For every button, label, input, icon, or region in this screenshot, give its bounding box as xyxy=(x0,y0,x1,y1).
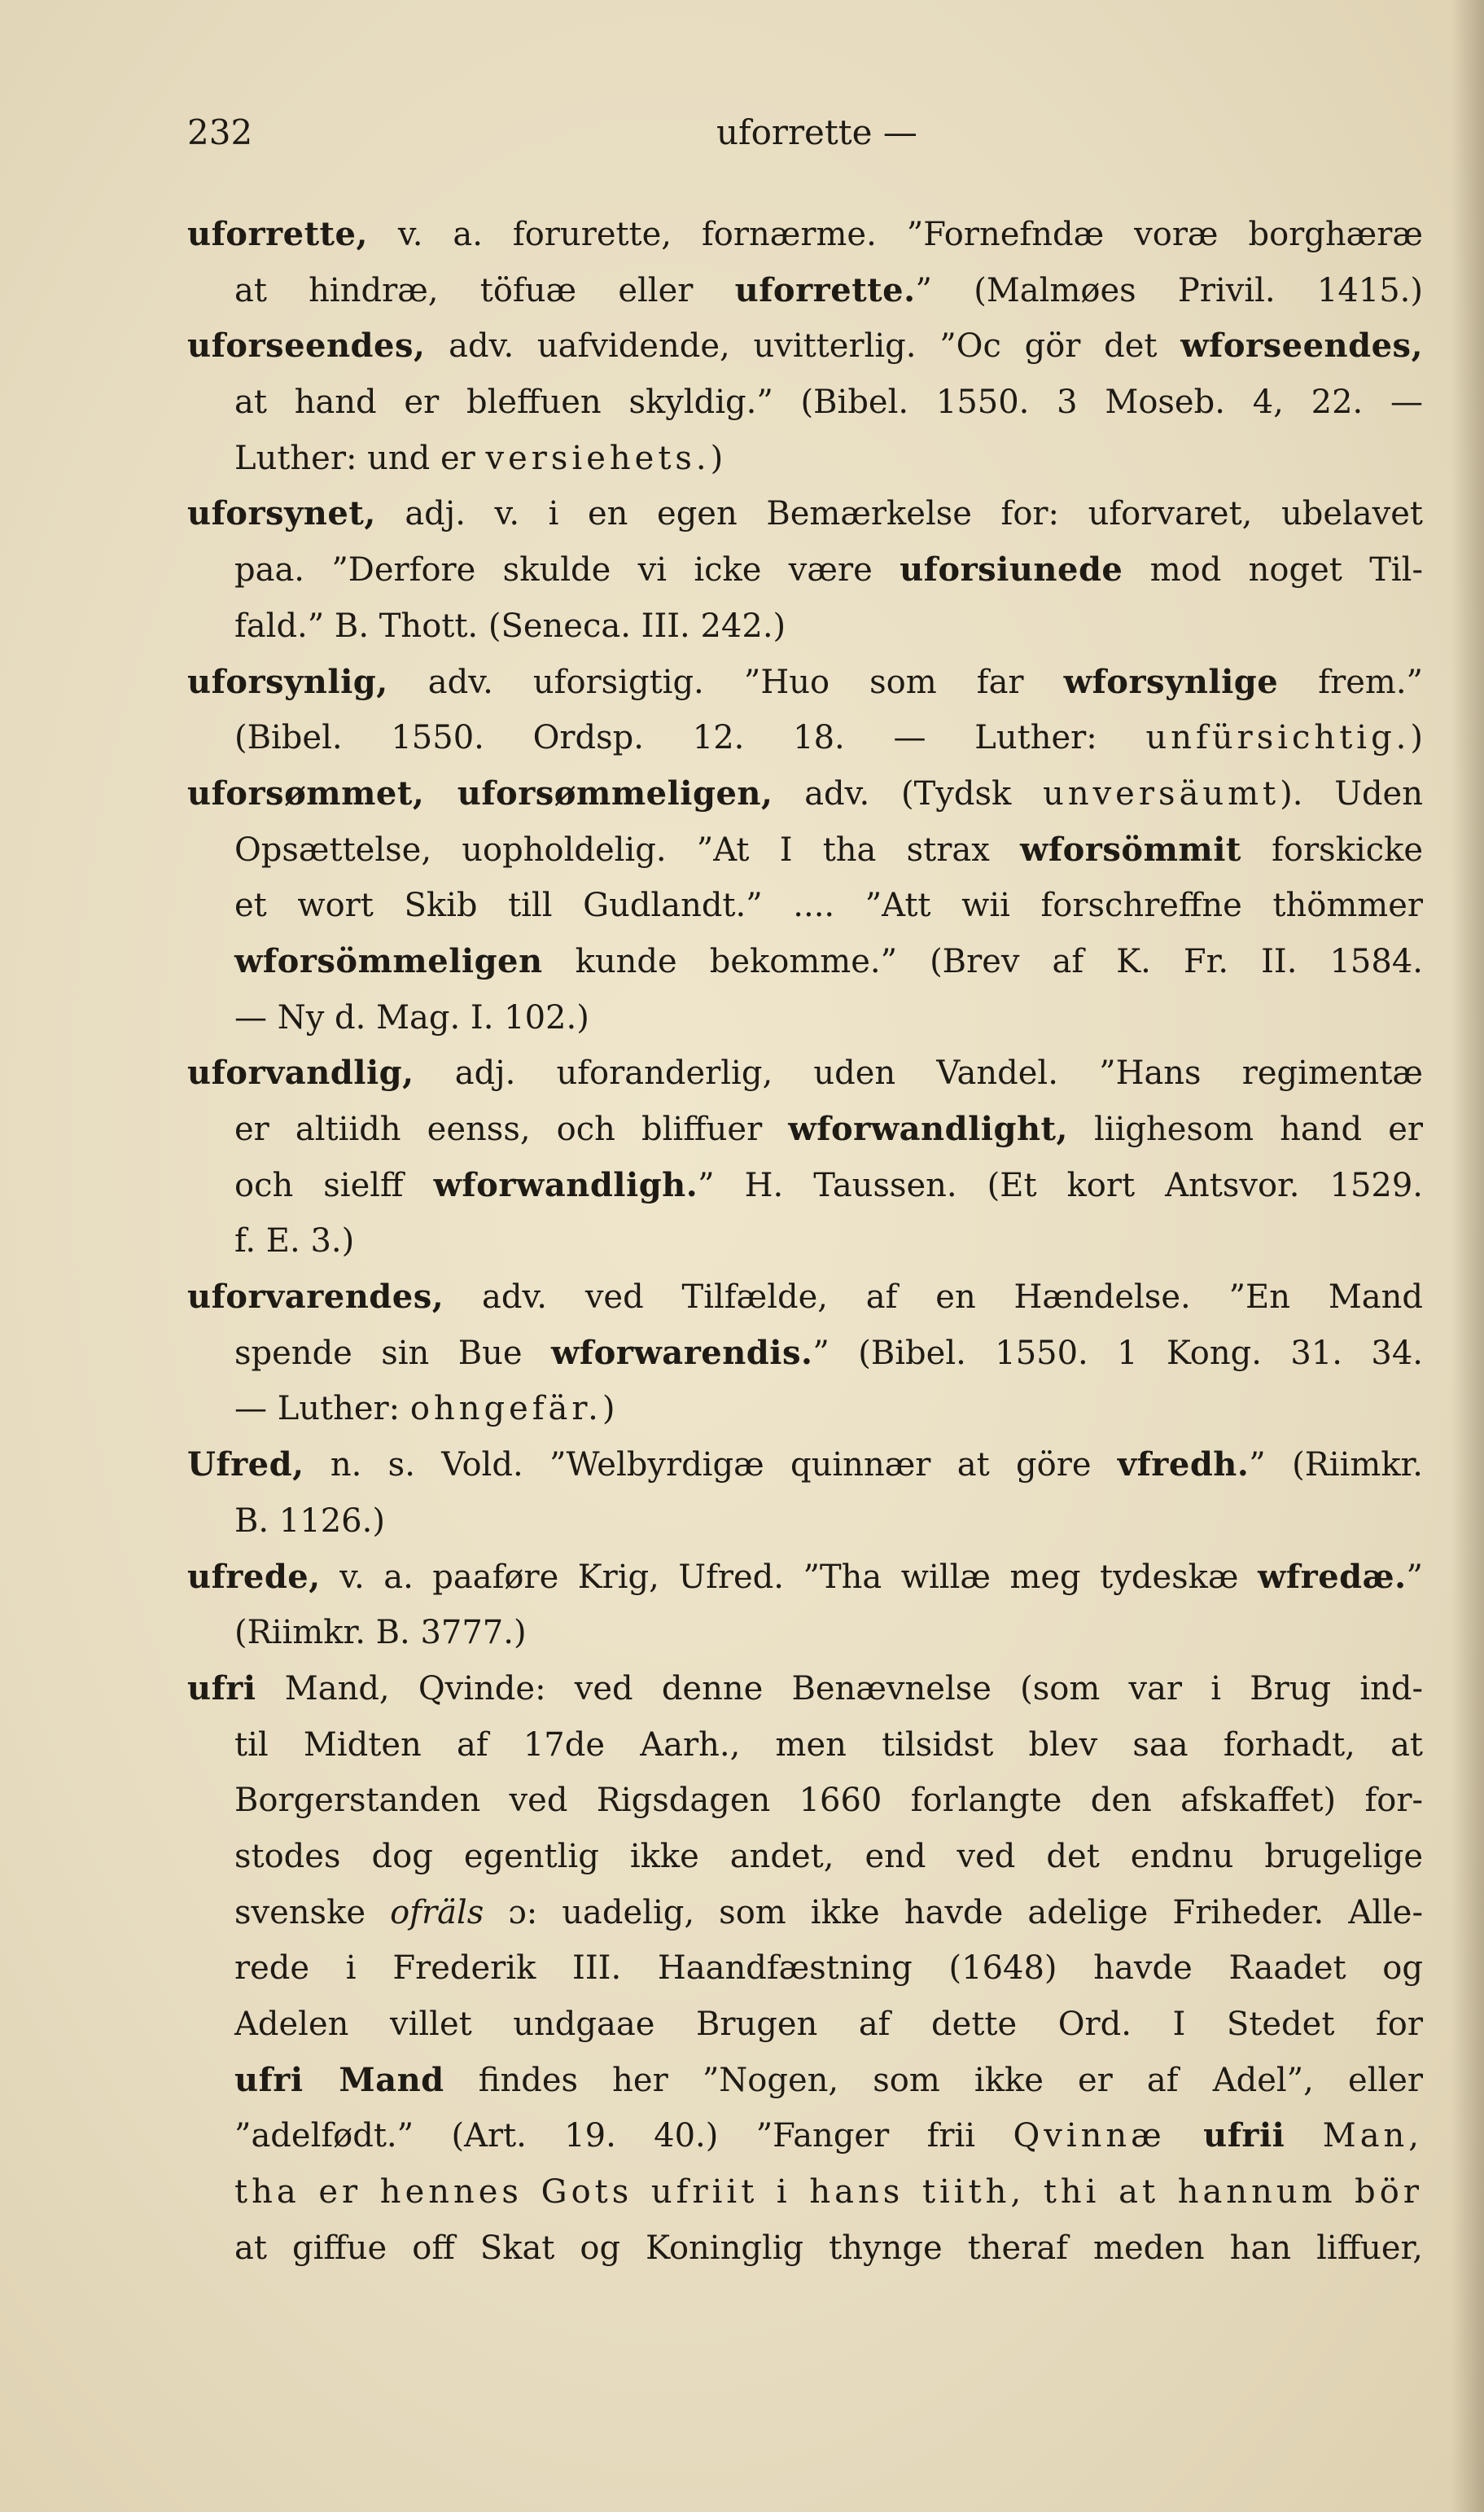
text-segment: ” (Bibel. 1550. 1 Kong. 31. 34. xyxy=(812,1334,1423,1372)
text-line xyxy=(187,375,1423,431)
text-line xyxy=(187,1437,1423,1493)
headword: wforsynlige xyxy=(1063,662,1279,701)
text-segment: Luther: und er xyxy=(234,439,486,477)
text-segment: ”adelfødt.” (Art. 19. 40.) ”Fanger frii xyxy=(234,2117,1013,2155)
text-segment: f. E. 3.) xyxy=(234,1222,355,1260)
headword: ufri Mand xyxy=(234,2060,444,2099)
headword: uforsynet, xyxy=(187,494,376,533)
spaced-quote: ohngefär. xyxy=(409,1390,602,1428)
text-segment: frem.” xyxy=(1278,663,1423,701)
text-segment: adv. ved Tilfælde, af en Hændelse. ”En Mand xyxy=(444,1278,1423,1317)
text-segment: (Bibel. 1550. Ordsp. 12. 18. — Luther: xyxy=(234,719,1146,757)
text-line xyxy=(187,1493,1423,1550)
text-line xyxy=(187,1885,1423,1941)
headword: uforrette. xyxy=(734,270,916,309)
text-line xyxy=(187,655,1423,711)
text-line xyxy=(187,990,1423,1046)
running-head: uforrette — xyxy=(716,112,917,152)
text-segment: n. s. Vold. ”Welbyrdigæ quinnær at göre xyxy=(304,1446,1118,1484)
text-segment: B. 1126.) xyxy=(234,1502,385,1540)
italic-term: ofräls xyxy=(390,1893,484,1931)
text-line xyxy=(187,1158,1423,1214)
text-line xyxy=(187,1269,1423,1326)
text-segment: — Ny d. Mag. I. 102.) xyxy=(234,998,589,1037)
text-segment: spende sin Bue xyxy=(234,1334,551,1372)
text-line xyxy=(187,1829,1423,1885)
headword: wforwandlight, xyxy=(788,1110,1068,1148)
text-segment xyxy=(1285,2117,1322,2155)
text-line xyxy=(187,1381,1423,1437)
headword: wfredæ. xyxy=(1257,1557,1407,1596)
text-segment: (Riimkr. B. 3777.) xyxy=(234,1614,527,1652)
text-segment: adv. uafvidende, uvitterlig. ”Oc gör det xyxy=(425,327,1181,366)
text-line xyxy=(187,1550,1423,1606)
text-segment: — Luther: xyxy=(234,1390,410,1428)
text-segment: och sielff xyxy=(234,1166,434,1204)
text-segment: paa. ”Derfore skulde vi icke være xyxy=(234,551,900,590)
text-segment: at giffue off Skat og Koninglig thynge theraf meden han liffuer, xyxy=(234,2229,1423,2267)
text-segment: svenske xyxy=(234,1893,391,1931)
text-segment: ). Uden xyxy=(1280,774,1423,813)
text-line xyxy=(187,1213,1423,1269)
headword: ufrede, xyxy=(187,1557,321,1596)
text-line xyxy=(187,1102,1423,1158)
text-segment: findes her ”Nogen, som ikke er af Adel”, eller xyxy=(444,2061,1423,2099)
text-segment: ) xyxy=(710,439,724,477)
text-line xyxy=(187,2220,1423,2277)
text-line xyxy=(187,822,1423,879)
text-segment: ” (Malmøes Privil. 1415.) xyxy=(915,271,1423,309)
text-line xyxy=(187,1046,1423,1102)
text-line xyxy=(187,1940,1423,1997)
headword: uforsiunede xyxy=(900,550,1123,590)
text-segment: mod noget Til- xyxy=(1123,551,1423,590)
headword: ufri xyxy=(187,1668,256,1708)
spaced-quote: versiehets. xyxy=(485,439,711,477)
text-line xyxy=(187,1997,1423,2053)
text-line xyxy=(187,2053,1423,2109)
page-header xyxy=(187,112,1425,161)
text-segment: ) xyxy=(1410,719,1423,757)
text-segment: ” H. Taussen. (Et kort Antsvor. 1529. xyxy=(698,1166,1423,1204)
text-segment: adj. v. i en egen Bemærkelse for: uforvaret, ubelavet xyxy=(375,495,1423,533)
headword: uforvarendes, xyxy=(187,1278,444,1317)
text-line xyxy=(187,766,1423,822)
text-segment: Mand, Qvinde: ved denne Benævnelse (som var i Brug ind- xyxy=(256,1669,1423,1708)
text-line xyxy=(187,431,1423,487)
text-segment: ɔ: uadelig, som ikke havde adelige Friheder. Alle- xyxy=(484,1893,1423,1931)
text-segment: adv. (Tydsk xyxy=(773,774,1044,813)
headword: uforsynlig, xyxy=(187,662,388,701)
text-segment: Opsættelse, uopholdelig. ”At I tha strax xyxy=(234,831,1020,869)
headword: vfredh. xyxy=(1117,1445,1250,1484)
text-segment: adj. uforanderlig, uden Vandel. ”Hans regimentæ xyxy=(414,1054,1423,1093)
text-segment: kunde bekomme.” (Brev af K. Fr. II. 1584. xyxy=(542,942,1423,980)
text-segment xyxy=(1166,2117,1203,2155)
text-segment: Adelen villet undgaae Brugen af dette Ord. I Stedet for xyxy=(234,2006,1423,2043)
text-line xyxy=(187,1773,1423,1829)
page-number: 232 xyxy=(187,112,253,152)
text-line xyxy=(187,263,1423,319)
headword: wforseendes, xyxy=(1180,327,1423,366)
headword: uforsømmet, uforsømmeligen, xyxy=(187,774,773,813)
spaced-quote: tha er hennes Gots ufriit i hans tiith, thi at hannum bör xyxy=(234,2173,1423,2212)
text-segment: stodes dog egentlig ikke andet, end ved det endnu brugelige xyxy=(234,1837,1423,1875)
text-segment: et wort Skib till Gudlandt.” .... ”Att wii forschreffne thömmer xyxy=(234,887,1423,925)
text-line xyxy=(187,1605,1423,1661)
text-segment: rede i Frederik III. Haandfæstning (1648) havde Raadet og xyxy=(234,1949,1423,1988)
headword: wforsömmit xyxy=(1019,830,1241,869)
text-line xyxy=(187,878,1423,934)
text-segment: liighesom hand er xyxy=(1067,1111,1423,1148)
text-line xyxy=(187,542,1423,598)
text-line xyxy=(187,1717,1423,1773)
headword: wforwandligh. xyxy=(433,1165,698,1204)
text-segment: ) xyxy=(602,1390,615,1428)
text-segment: fald.” B. Thott. (Seneca. III. 242.) xyxy=(234,607,786,645)
text-line xyxy=(187,486,1423,542)
text-segment: Borgerstanden ved Rigsdagen 1660 forlangte den afskaffet) for- xyxy=(234,1782,1423,1820)
headword: wforsömmeligen xyxy=(234,941,543,980)
text-segment: til Midten af 17de Aarh., men tilsidst blev saa forhadt, at xyxy=(234,1725,1423,1764)
text-segment: er altiidh eenss, och bliffuer xyxy=(234,1111,789,1148)
text-line xyxy=(187,318,1423,375)
text-segment: forskicke xyxy=(1241,831,1423,869)
spaced-quote: unversäumt xyxy=(1043,774,1280,813)
text-line xyxy=(187,710,1423,766)
text-segment: adv. uforsigtig. ”Huo som far xyxy=(387,663,1064,701)
text-line xyxy=(187,2108,1423,2164)
spaced-quote: Man, xyxy=(1322,2117,1423,2155)
text-segment: ” xyxy=(1406,1558,1423,1596)
headword: uforvandlig, xyxy=(187,1054,414,1093)
headword: ufrii xyxy=(1203,2116,1285,2155)
text-line xyxy=(187,2164,1423,2220)
headword: wforwarendis. xyxy=(550,1333,813,1372)
text-segment: v. a. paaføre Krig, Ufred. ”Tha willæ meg tydeskæ xyxy=(320,1558,1258,1596)
spaced-quote: unfürsichtig. xyxy=(1145,719,1411,757)
text-segment: at hindræ, töfuæ eller xyxy=(234,271,735,309)
headword: uforrette, xyxy=(187,215,368,253)
headword: uforseendes, xyxy=(187,327,426,366)
text-segment: ” (Riimkr. xyxy=(1249,1446,1423,1484)
text-segment: v. a. forurette, fornærme. ”Fornefndæ voræ borghæræ xyxy=(367,216,1423,253)
text-segment: at hand er bleffuen skyldig.” (Bibel. 1550. 3 Moseb. 4, 22. — xyxy=(234,384,1423,422)
page-edge-shadow xyxy=(1451,0,1484,2512)
text-line xyxy=(187,1326,1423,1382)
headword: Ufred, xyxy=(187,1445,304,1484)
dictionary-entries xyxy=(187,207,1423,2276)
spaced-quote: Qvinnæ xyxy=(1013,2117,1166,2155)
text-line xyxy=(187,598,1423,655)
text-line xyxy=(187,934,1423,990)
text-line xyxy=(187,207,1423,263)
text-line xyxy=(187,1661,1423,1717)
